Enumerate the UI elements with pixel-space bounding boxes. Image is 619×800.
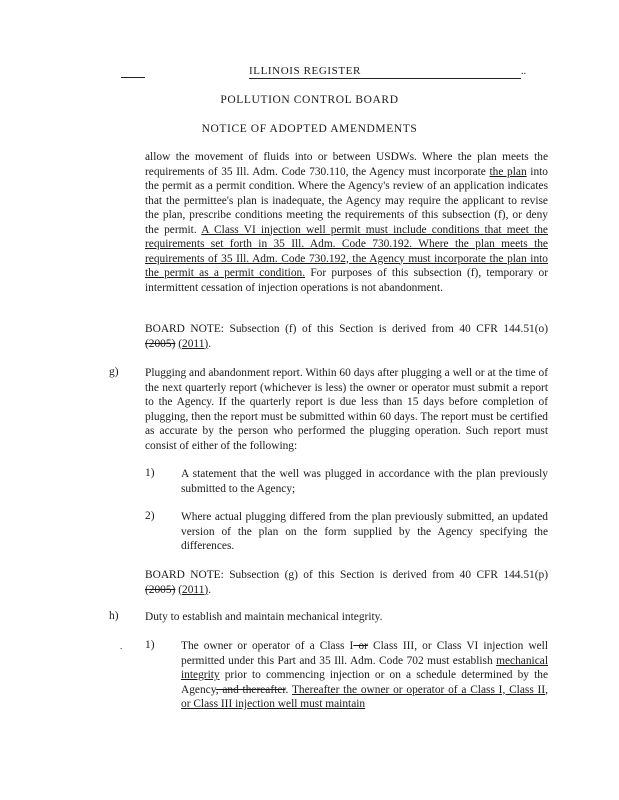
text-run: allow the movement of fluids into or between USDWs. Where the plan meets the requirements of 35 Ill. Adm. Code 730.110, the Agency must incorporate xyxy=(145,151,548,178)
header-left-rule xyxy=(121,77,145,78)
text-run: For purposes of this subsection (f), temporary or intermittent cessation of injection operations is not abandonment. xyxy=(145,267,548,294)
subsection-f-paragraph xyxy=(145,150,548,295)
inserted-text: (2011) xyxy=(178,337,209,350)
subsection-g-label: g) xyxy=(109,366,119,378)
inserted-text: the plan xyxy=(489,165,527,178)
board-name: POLLUTION CONTROL BOARD xyxy=(220,94,399,106)
board-note-f xyxy=(145,322,548,351)
subsection-h-heading: Duty to establish and maintain mechanical integrity. xyxy=(145,611,383,623)
text-run: prior to commencing injection or on a schedule determined by the Agency xyxy=(181,669,548,696)
inserted-text: Thereafter the owner or operator of a Class I, Class II, or Class III injection well must maintain xyxy=(181,683,548,710)
text-run: Class III, or Class VI injection well permitted under this Part and 35 Ill. Adm. Code 702 must establish xyxy=(181,640,548,667)
deleted-text: (2005) xyxy=(145,337,176,350)
text-run: BOARD NOTE: Subsection (g) of this Section is derived from 40 CFR 144.51(p) xyxy=(145,569,548,581)
text-run: . xyxy=(208,583,212,596)
item-g2-label: 2) xyxy=(145,510,155,522)
text-run: into the permit as a permit condition. Where the Agency's review of an application indicates that the permittee's plan is inadequate, the Agency may require the applicant to revise the plan, prescribe conditions meeting the requirements of this subsection (f), or deny the permit. xyxy=(145,165,549,236)
subsection-g-paragraph: Plugging and abandonment report. Within 60 days after plugging a well or at the time of the next quarterly report (whichever is less) the owner or operator must submit a report to the Agency. If the quarterly report is due less than 15 days before completion of plugging, then the report must be submitted within 60 days. The report must be certified as accurate by the person who performed the plugging operation. Such report must consist of either of the following: xyxy=(145,367,548,452)
deleted-text: (2005) xyxy=(145,583,176,596)
deleted-text: or xyxy=(353,640,368,652)
text-run: The owner or operator of a Class I xyxy=(181,640,354,652)
item-g1-label: 1) xyxy=(145,467,155,479)
text-run: . xyxy=(208,337,212,350)
register-title xyxy=(249,64,521,79)
item-g1-text: A statement that the well was plugged in accordance with the plan previously submitted to the Agency; xyxy=(181,468,548,495)
text-run: BOARD NOTE: Subsection (f) of this Section is derived from 40 CFR 144.51(o) xyxy=(145,323,548,335)
inserted-text: mechanical integrity xyxy=(181,654,548,681)
register-title-text: ILLINOIS REGISTER xyxy=(249,65,361,77)
text-run: . xyxy=(285,683,292,696)
item-h1-text xyxy=(181,639,548,712)
deleted-text: , and thereafter xyxy=(215,683,286,696)
inserted-text: A Class VI injection well permit must include conditions that meet the requirements set forth in 35 Ill. Adm. Code 730.192. Where the plan meets the requirements of 35 Ill. Adm. Code 730.192, the Agency must incorporate the plan into the permit as a permit condition. xyxy=(145,223,548,279)
item-h1-label: 1) xyxy=(145,639,155,651)
margin-dot: . xyxy=(120,641,123,651)
item-g2-text: Where actual plugging differed from the plan previously submitted, an updated version of the plan on the form supplied by the Agency specifying the differences. xyxy=(181,511,548,552)
header-dots: .. xyxy=(521,66,526,77)
board-note-g xyxy=(145,568,548,597)
notice-title: NOTICE OF ADOPTED AMENDMENTS xyxy=(201,123,418,135)
inserted-text: (2011) xyxy=(178,583,209,596)
subsection-h-label: h) xyxy=(109,610,119,622)
